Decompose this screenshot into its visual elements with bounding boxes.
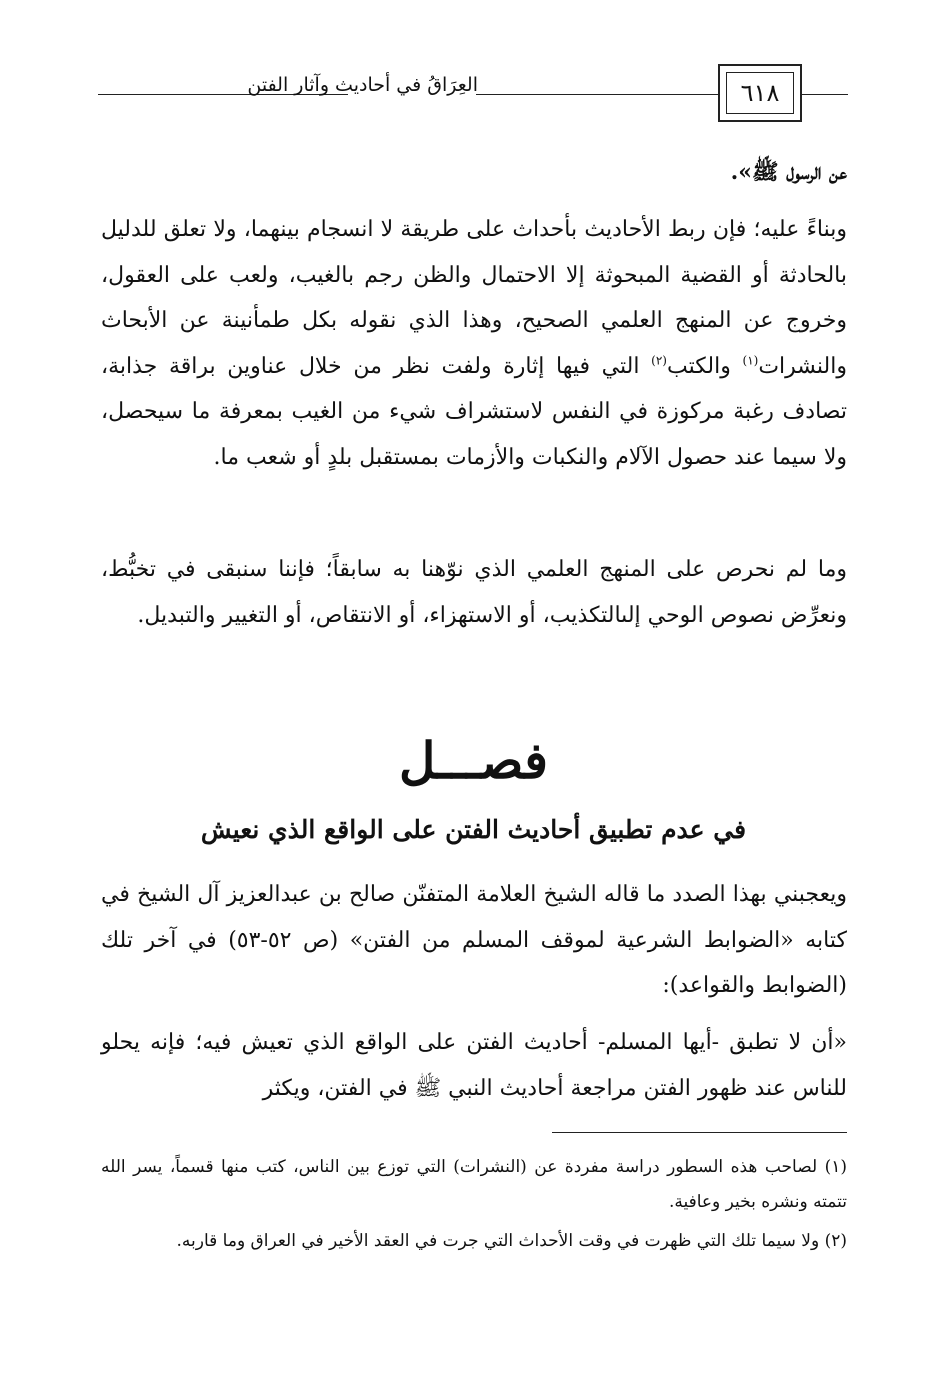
header-rule-middle <box>476 94 718 95</box>
paragraph-citation-intro <box>101 872 847 1009</box>
paragraph-text-part: التي فيها إثارة ولفت نظر من خلال عناوين براقة جذابة، تصادف رغبة مركوزة في النفس لاستشراف شيء من الغيب بمعرفة ما سيحصل، ولا سيما عند حصول الآلام والنكبات والأزمات بمستقبل بلدٍ أو شعب ما. <box>101 353 847 470</box>
running-header <box>98 64 848 132</box>
footnotes <box>101 1150 847 1263</box>
paragraph-text: ويعجبني بهذا الصدد ما قاله الشيخ العلامة المتفنّن صالح بن عبدالعزيز آل الشيخ في كتابه «الضوابط الشرعية لموقف المسلم من الفتن» (ص ٥٢-٥٣) في آخر تلك (الضوابط والقواعد): <box>101 882 847 998</box>
paragraph-text: «أن لا تطبق -أيها المسلم- أحاديث الفتن على الواقع الذي تعيش فيه؛ فإنه يحلو للناس عند ظهور الفتن مراجعة أحاديث النبي ﷺ في الفتن، ويكثر <box>101 1030 847 1101</box>
paragraph-quotation <box>101 1020 847 1111</box>
footnote-ref-1[interactable]: (١) <box>742 353 759 368</box>
footnote-separator <box>552 1132 847 1133</box>
paragraph-text: وما لم نحرص على المنهج العلمي الذي نوّهنا به سابقاً؛ فإننا سنبقى في تخبُّط، ونعرِّض نصوص الوحي إلىالتكذيب، أو الاستهزاء، أو الانتقاص، أو التغيير والتبديل. <box>101 557 847 628</box>
paragraph-hadith-linking <box>101 207 847 480</box>
section-title: في عدم تطبيق أحاديث الفتن على الواقع الذي نعيش <box>200 815 747 844</box>
footnote-ref-2[interactable]: (٢) <box>651 353 667 368</box>
footnote-1: (١) لصاحب هذه السطور دراسة مفردة عن (النشرات) التي توزع بين الناس، كتب منها قسماً، يسر الله تتمته ونشره بخير وعافية. <box>101 1157 847 1212</box>
running-title: العِرَاقُ في أحاديث وآثار الفتن <box>247 74 478 96</box>
paragraph-text-part: وبناءً عليه؛ فإن ربط الأحاديث بأحداث على طريقة لا انسجام بينهما، ولا تعلق للدليل بالحادثة أو القضية المبحوثة إلا الاحتمال والظن رجم بالغيب، ولعب على العقول، وخروج عن المنهج العلمي الصحيح، وهذا الذي نقوله بكل طمأنينة عن الأبحاث والنشرات <box>101 217 847 379</box>
paragraph-text <box>101 207 847 480</box>
footnote-2: (٢) ولا سيما تلك التي ظهرت في وقت الأحداث التي جرت في العقد الأخير في العراق وما قاربه. <box>176 1231 847 1251</box>
paragraph-text-part: والكتب <box>666 353 743 379</box>
section-word-heading: فصـــل <box>398 731 549 790</box>
paragraph-scientific-method <box>101 547 847 638</box>
paragraph-text: عن الرسول ﷺ». <box>730 159 847 185</box>
page-number-frame <box>718 64 802 122</box>
paragraph-quote-end <box>101 150 847 196</box>
page-number: ٦١٨ <box>726 72 794 114</box>
header-rule-right <box>802 94 848 95</box>
